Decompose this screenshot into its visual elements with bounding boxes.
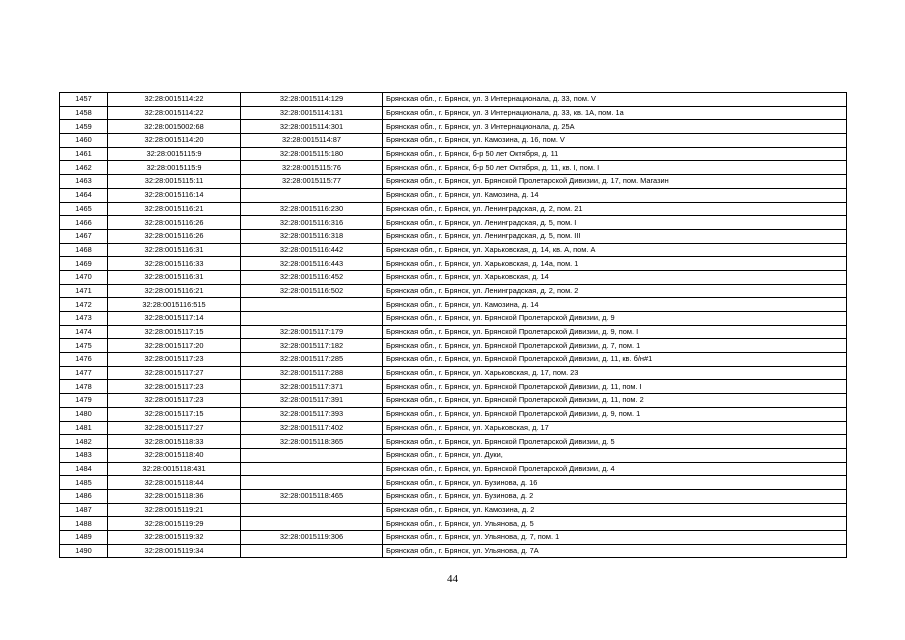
- table-row: [60, 394, 847, 408]
- table-row: [60, 298, 847, 312]
- row-number-cell: 1477: [60, 366, 108, 380]
- table-row: [60, 462, 847, 476]
- row-number-cell: 1488: [60, 517, 108, 531]
- registry-table: [59, 92, 847, 558]
- table-row: [60, 161, 847, 175]
- row-number-cell: 1486: [60, 489, 108, 503]
- object-cadastral-number-cell: 32:28:0015116:230: [241, 202, 383, 216]
- address-cell: Брянская обл., г. Брянск, ул. Харьковская, д. 17: [383, 421, 847, 435]
- table-row: [60, 531, 847, 545]
- address-cell: Брянская обл., г. Брянск, ул. Брянской Пролетарской Дивизии, д. 17, пом. Магазин: [383, 175, 847, 189]
- table-row: [60, 421, 847, 435]
- table-row: [60, 243, 847, 257]
- table-row: [60, 188, 847, 202]
- address-cell: Брянская обл., г. Брянск, ул. Камозина, д. 16, пом. V: [383, 134, 847, 148]
- table-row: [60, 407, 847, 421]
- row-number-cell: 1461: [60, 147, 108, 161]
- address-cell: Брянская обл., г. Брянск, ул. Брянской Пролетарской Дивизии, д. 9, пом. I: [383, 325, 847, 339]
- object-cadastral-number-cell: [241, 188, 383, 202]
- address-cell: Брянская обл., г. Брянск, ул. Ленинградская, д. 5, пом. I: [383, 216, 847, 230]
- land-cadastral-number-cell: 32:28:0015116:26: [108, 216, 241, 230]
- row-number-cell: 1469: [60, 257, 108, 271]
- registry-table-body: [60, 93, 847, 558]
- object-cadastral-number-cell: 32:28:0015117:371: [241, 380, 383, 394]
- address-cell: Брянская обл., г. Брянск, ул. Харьковская, д. 14а, пом. 1: [383, 257, 847, 271]
- row-number-cell: 1483: [60, 448, 108, 462]
- row-number-cell: 1481: [60, 421, 108, 435]
- object-cadastral-number-cell: 32:28:0015117:391: [241, 394, 383, 408]
- table-row: [60, 93, 847, 107]
- object-cadastral-number-cell: 32:28:0015119:306: [241, 531, 383, 545]
- land-cadastral-number-cell: 32:28:0015119:29: [108, 517, 241, 531]
- land-cadastral-number-cell: 32:28:0015114:20: [108, 134, 241, 148]
- land-cadastral-number-cell: 32:28:0015117:23: [108, 353, 241, 367]
- row-number-cell: 1459: [60, 120, 108, 134]
- address-cell: Брянская обл., г. Брянск, ул. Камозина, д. 14: [383, 298, 847, 312]
- row-number-cell: 1480: [60, 407, 108, 421]
- object-cadastral-number-cell: 32:28:0015117:288: [241, 366, 383, 380]
- address-cell: Брянская обл., г. Брянск, ул. Брянской Пролетарской Дивизии, д. 11, кв. б/н#1: [383, 353, 847, 367]
- row-number-cell: 1464: [60, 188, 108, 202]
- address-cell: Брянская обл., г. Брянск, ул. Камозина, д. 14: [383, 188, 847, 202]
- row-number-cell: 1473: [60, 312, 108, 326]
- object-cadastral-number-cell: 32:28:0015114:87: [241, 134, 383, 148]
- land-cadastral-number-cell: 32:28:0015118:33: [108, 435, 241, 449]
- land-cadastral-number-cell: 32:28:0015116:21: [108, 202, 241, 216]
- row-number-cell: 1490: [60, 544, 108, 558]
- object-cadastral-number-cell: 32:28:0015117:402: [241, 421, 383, 435]
- table-row: [60, 312, 847, 326]
- address-cell: Брянская обл., г. Брянск, ул. Бузинова, д. 2: [383, 489, 847, 503]
- object-cadastral-number-cell: [241, 312, 383, 326]
- address-cell: Брянская обл., г. Брянск, ул. Харьковская, д. 17, пом. 23: [383, 366, 847, 380]
- object-cadastral-number-cell: 32:28:0015117:179: [241, 325, 383, 339]
- land-cadastral-number-cell: 32:28:0015002:68: [108, 120, 241, 134]
- land-cadastral-number-cell: 32:28:0015115:9: [108, 161, 241, 175]
- address-cell: Брянская обл., г. Брянск, ул. Брянской Пролетарской Дивизии, д. 7, пом. 1: [383, 339, 847, 353]
- land-cadastral-number-cell: 32:28:0015117:20: [108, 339, 241, 353]
- table-row: [60, 380, 847, 394]
- land-cadastral-number-cell: 32:28:0015118:431: [108, 462, 241, 476]
- address-cell: Брянская обл., г. Брянск, ул. Ульянова, д. 5: [383, 517, 847, 531]
- row-number-cell: 1474: [60, 325, 108, 339]
- object-cadastral-number-cell: [241, 503, 383, 517]
- object-cadastral-number-cell: 32:28:0015117:182: [241, 339, 383, 353]
- address-cell: Брянская обл., г. Брянск, ул. Брянской Пролетарской Дивизии, д. 5: [383, 435, 847, 449]
- address-cell: Брянская обл., г. Брянск, ул. Харьковская, д. 14: [383, 270, 847, 284]
- land-cadastral-number-cell: 32:28:0015116:31: [108, 243, 241, 257]
- land-cadastral-number-cell: 32:28:0015116:33: [108, 257, 241, 271]
- page-number: 44: [447, 573, 458, 585]
- row-number-cell: 1465: [60, 202, 108, 216]
- land-cadastral-number-cell: 32:28:0015119:32: [108, 531, 241, 545]
- table-row: [60, 544, 847, 558]
- object-cadastral-number-cell: 32:28:0015114:131: [241, 106, 383, 120]
- object-cadastral-number-cell: 32:28:0015116:442: [241, 243, 383, 257]
- land-cadastral-number-cell: 32:28:0015116:31: [108, 270, 241, 284]
- address-cell: Брянская обл., г. Брянск, ул. Брянской Пролетарской Дивизии, д. 4: [383, 462, 847, 476]
- object-cadastral-number-cell: [241, 544, 383, 558]
- object-cadastral-number-cell: 32:28:0015115:76: [241, 161, 383, 175]
- row-number-cell: 1478: [60, 380, 108, 394]
- object-cadastral-number-cell: 32:28:0015116:316: [241, 216, 383, 230]
- object-cadastral-number-cell: [241, 476, 383, 490]
- address-cell: Брянская обл., г. Брянск, б-р 50 лет Октября, д. 11, кв. I, пом. I: [383, 161, 847, 175]
- address-cell: Брянская обл., г. Брянск, ул. Бузинова, д. 16: [383, 476, 847, 490]
- address-cell: Брянская обл., г. Брянск, ул. Ленинградская, д. 5, пом. III: [383, 229, 847, 243]
- address-cell: Брянская обл., г. Брянск, ул. 3 Интернационала, д. 33, пом. V: [383, 93, 847, 107]
- land-cadastral-number-cell: 32:28:0015116:26: [108, 229, 241, 243]
- address-cell: Брянская обл., г. Брянск, ул. Камозина, д. 2: [383, 503, 847, 517]
- land-cadastral-number-cell: 32:28:0015118:40: [108, 448, 241, 462]
- row-number-cell: 1463: [60, 175, 108, 189]
- address-cell: Брянская обл., г. Брянск, ул. Дуки,: [383, 448, 847, 462]
- land-cadastral-number-cell: 32:28:0015117:14: [108, 312, 241, 326]
- row-number-cell: 1468: [60, 243, 108, 257]
- object-cadastral-number-cell: 32:28:0015116:443: [241, 257, 383, 271]
- land-cadastral-number-cell: 32:28:0015117:27: [108, 366, 241, 380]
- address-cell: Брянская обл., г. Брянск, ул. Ленинградская, д. 2, пом. 2: [383, 284, 847, 298]
- table-row: [60, 202, 847, 216]
- row-number-cell: 1462: [60, 161, 108, 175]
- table-row: [60, 134, 847, 148]
- object-cadastral-number-cell: [241, 517, 383, 531]
- row-number-cell: 1487: [60, 503, 108, 517]
- land-cadastral-number-cell: 32:28:0015115:11: [108, 175, 241, 189]
- row-number-cell: 1472: [60, 298, 108, 312]
- land-cadastral-number-cell: 32:28:0015115:9: [108, 147, 241, 161]
- table-row: [60, 147, 847, 161]
- row-number-cell: 1489: [60, 531, 108, 545]
- land-cadastral-number-cell: 32:28:0015117:15: [108, 325, 241, 339]
- row-number-cell: 1484: [60, 462, 108, 476]
- land-cadastral-number-cell: 32:28:0015118:44: [108, 476, 241, 490]
- object-cadastral-number-cell: 32:28:0015116:452: [241, 270, 383, 284]
- table-row: [60, 366, 847, 380]
- table-row: [60, 175, 847, 189]
- table-row: [60, 435, 847, 449]
- object-cadastral-number-cell: 32:28:0015114:301: [241, 120, 383, 134]
- land-cadastral-number-cell: 32:28:0015117:15: [108, 407, 241, 421]
- object-cadastral-number-cell: 32:28:0015115:180: [241, 147, 383, 161]
- row-number-cell: 1466: [60, 216, 108, 230]
- object-cadastral-number-cell: 32:28:0015117:393: [241, 407, 383, 421]
- object-cadastral-number-cell: [241, 448, 383, 462]
- table-row: [60, 339, 847, 353]
- object-cadastral-number-cell: 32:28:0015116:502: [241, 284, 383, 298]
- object-cadastral-number-cell: 32:28:0015118:465: [241, 489, 383, 503]
- object-cadastral-number-cell: 32:28:0015114:129: [241, 93, 383, 107]
- object-cadastral-number-cell: 32:28:0015117:285: [241, 353, 383, 367]
- table-row: [60, 353, 847, 367]
- land-cadastral-number-cell: 32:28:0015116:14: [108, 188, 241, 202]
- row-number-cell: 1482: [60, 435, 108, 449]
- table-row: [60, 503, 847, 517]
- row-number-cell: 1475: [60, 339, 108, 353]
- address-cell: Брянская обл., г. Брянск, ул. Ленинградская, д. 2, пом. 21: [383, 202, 847, 216]
- address-cell: Брянская обл., г. Брянск, ул. Брянской Пролетарской Дивизии, д. 9: [383, 312, 847, 326]
- address-cell: Брянская обл., г. Брянск, ул. 3 Интернационала, д. 33, кв. 1А, пом. 1а: [383, 106, 847, 120]
- row-number-cell: 1458: [60, 106, 108, 120]
- object-cadastral-number-cell: 32:28:0015118:365: [241, 435, 383, 449]
- table-row: [60, 257, 847, 271]
- address-cell: Брянская обл., г. Брянск, ул. Брянской Пролетарской Дивизии, д. 9, пом. 1: [383, 407, 847, 421]
- row-number-cell: 1460: [60, 134, 108, 148]
- address-cell: Брянская обл., г. Брянск, б-р 50 лет Октября, д. 11: [383, 147, 847, 161]
- table-row: [60, 106, 847, 120]
- land-cadastral-number-cell: 32:28:0015114:22: [108, 93, 241, 107]
- land-cadastral-number-cell: 32:28:0015119:21: [108, 503, 241, 517]
- table-row: [60, 229, 847, 243]
- row-number-cell: 1485: [60, 476, 108, 490]
- row-number-cell: 1470: [60, 270, 108, 284]
- table-row: [60, 448, 847, 462]
- land-cadastral-number-cell: 32:28:0015118:36: [108, 489, 241, 503]
- land-cadastral-number-cell: 32:28:0015116:21: [108, 284, 241, 298]
- land-cadastral-number-cell: 32:28:0015114:22: [108, 106, 241, 120]
- object-cadastral-number-cell: [241, 298, 383, 312]
- object-cadastral-number-cell: [241, 462, 383, 476]
- row-number-cell: 1471: [60, 284, 108, 298]
- land-cadastral-number-cell: 32:28:0015116:515: [108, 298, 241, 312]
- table-row: [60, 216, 847, 230]
- address-cell: Брянская обл., г. Брянск, ул. Брянской Пролетарской Дивизии, д. 11, пом. I: [383, 380, 847, 394]
- table-row: [60, 476, 847, 490]
- address-cell: Брянская обл., г. Брянск, ул. Ульянова, д. 7, пом. 1: [383, 531, 847, 545]
- table-row: [60, 284, 847, 298]
- land-cadastral-number-cell: 32:28:0015117:23: [108, 380, 241, 394]
- row-number-cell: 1479: [60, 394, 108, 408]
- address-cell: Брянская обл., г. Брянск, ул. Брянской Пролетарской Дивизии, д. 11, пом. 2: [383, 394, 847, 408]
- row-number-cell: 1457: [60, 93, 108, 107]
- table-row: [60, 325, 847, 339]
- land-cadastral-number-cell: 32:28:0015119:34: [108, 544, 241, 558]
- table-row: [60, 489, 847, 503]
- object-cadastral-number-cell: 32:28:0015115:77: [241, 175, 383, 189]
- row-number-cell: 1467: [60, 229, 108, 243]
- row-number-cell: 1476: [60, 353, 108, 367]
- address-cell: Брянская обл., г. Брянск, ул. Ульянова, д. 7А: [383, 544, 847, 558]
- address-cell: Брянская обл., г. Брянск, ул. 3 Интернационала, д. 25А: [383, 120, 847, 134]
- land-cadastral-number-cell: 32:28:0015117:27: [108, 421, 241, 435]
- address-cell: Брянская обл., г. Брянск, ул. Харьковская, д. 14, кв. А, пом. А: [383, 243, 847, 257]
- object-cadastral-number-cell: 32:28:0015116:318: [241, 229, 383, 243]
- table-row: [60, 517, 847, 531]
- table-row: [60, 270, 847, 284]
- table-row: [60, 120, 847, 134]
- land-cadastral-number-cell: 32:28:0015117:23: [108, 394, 241, 408]
